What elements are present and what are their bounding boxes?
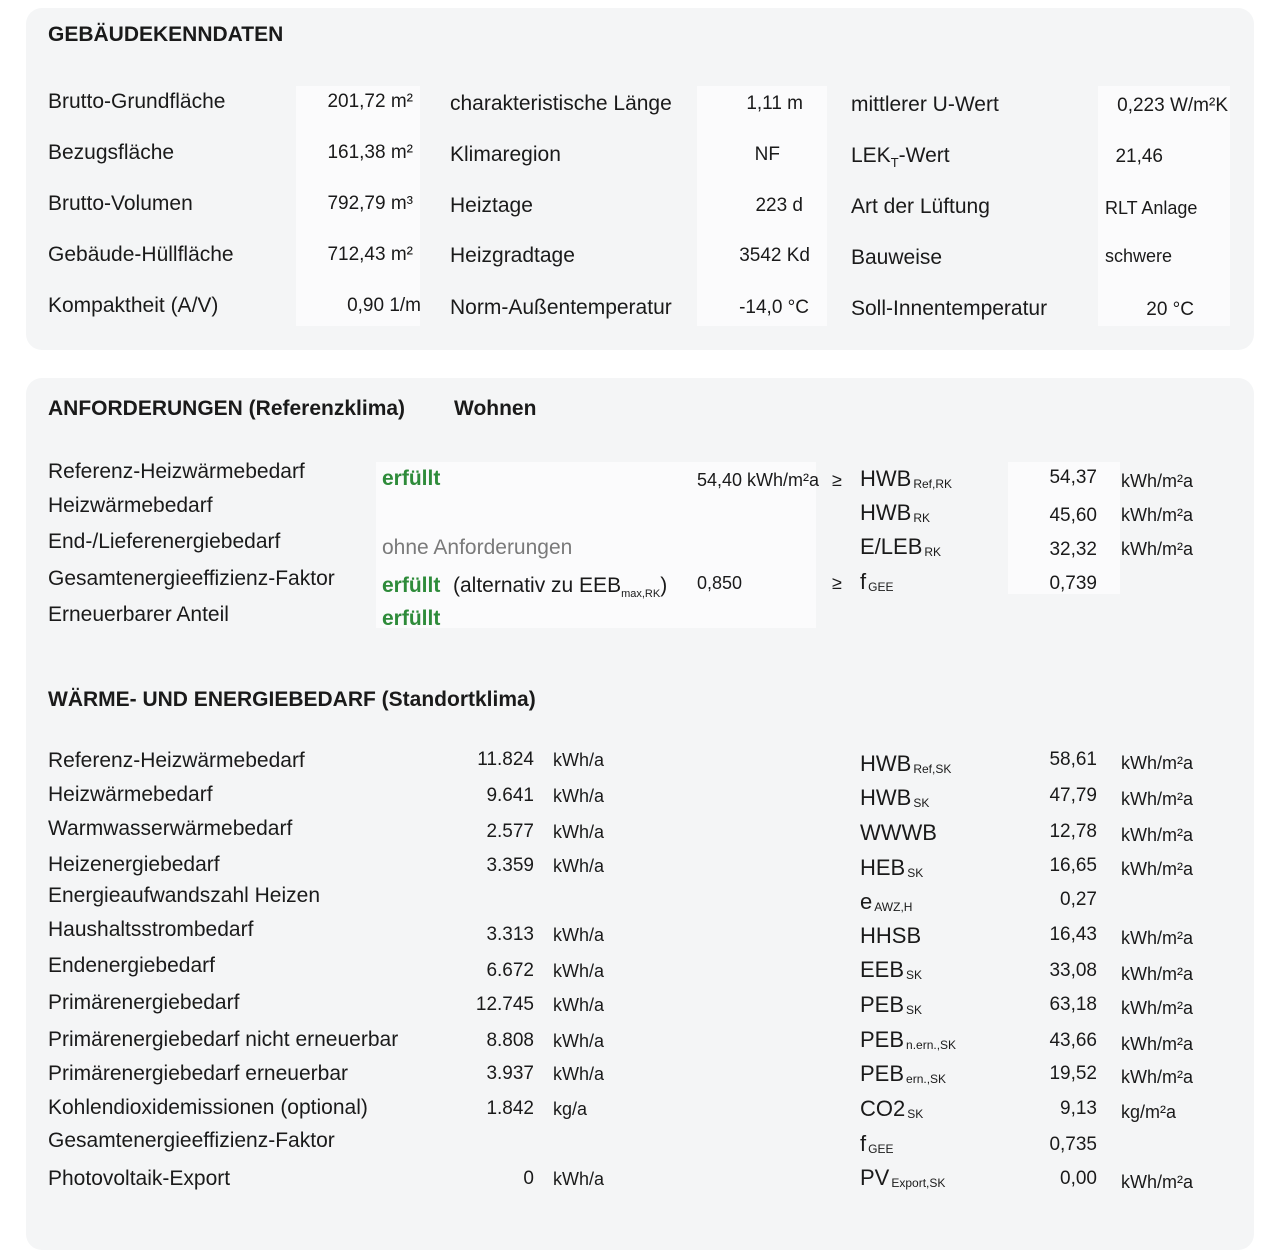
symbol: CO2 $_{SK}$ <box>860 1096 924 1121</box>
row-label: Brutto-Grundfläche <box>48 90 226 113</box>
specific-value: 9,13 <box>1060 1098 1097 1119</box>
symbol: WWWB <box>860 820 937 845</box>
row-value: 0,90 1/m <box>347 295 421 316</box>
annual-value: 0 <box>523 1168 534 1189</box>
row-label: Soll-Innentemperatur <box>851 297 1048 320</box>
specific-unit: kg/m²a <box>1121 1102 1177 1122</box>
specific-unit: kWh/m²a <box>1121 825 1193 845</box>
annual-unit: kWh/a <box>553 786 605 806</box>
row-value: 1,11 m <box>746 93 803 114</box>
specific-value: 19,52 <box>1049 1063 1097 1084</box>
annual-unit: kWh/a <box>553 1064 605 1084</box>
annual-unit: kWh/a <box>553 750 605 770</box>
row-value: 54,37 <box>1049 467 1097 488</box>
row-label: Primärenergiebedarf erneuerbar <box>48 1062 348 1085</box>
row-label: Gebäude-Hüllfläche <box>48 243 234 266</box>
requirement-value: 0,850 <box>697 573 743 593</box>
specific-unit: kWh/m²a <box>1121 789 1193 809</box>
symbol: PEB $_{SK}$ <box>860 992 923 1017</box>
row-label: Erneuerbarer Anteil <box>48 603 229 626</box>
row-unit: kWh/m²a <box>1121 539 1193 559</box>
row-value: 0,223 W/m²K <box>1117 95 1228 116</box>
symbol: HHSB <box>860 923 922 948</box>
specific-unit: kWh/m²a <box>1121 753 1193 773</box>
row-label: Referenz-Heizwärmebedarf <box>48 749 305 772</box>
row-label: Gesamtenergieeffizienz-Faktor <box>48 1129 335 1152</box>
symbol: PEB $_{ern.,SK}$ <box>860 1061 947 1086</box>
row-value: 161,38 m² <box>327 142 413 163</box>
specific-unit: kWh/m²a <box>1121 859 1193 879</box>
specific-unit: kWh/m²a <box>1121 1067 1193 1087</box>
specific-unit: kWh/m²a <box>1121 998 1193 1018</box>
specific-value: 0,00 <box>1060 1168 1097 1189</box>
row-unit: kWh/m²a <box>1121 505 1193 525</box>
annual-unit: kWh/a <box>553 925 605 945</box>
specific-value: 43,66 <box>1049 1030 1097 1051</box>
annual-unit: kWh/a <box>553 1169 605 1189</box>
row-label: Gesamtenergieeffizienz-Faktor <box>48 567 335 590</box>
annual-unit: kWh/a <box>553 822 605 842</box>
symbol: PV $_{Export,SK}$ <box>860 1165 946 1190</box>
row-label: End-/Lieferenergiebedarf <box>48 530 281 553</box>
specific-unit: kWh/m²a <box>1121 1034 1193 1054</box>
annual-value: 12.745 <box>475 994 534 1015</box>
symbol: f $_{GEE}$ <box>860 1131 894 1156</box>
row-value: 21,46 <box>1115 146 1163 167</box>
row-label: Heizwärmebedarf <box>48 494 213 517</box>
status-fulfilled: erfüllt <box>382 607 441 630</box>
row-value: 0,739 <box>1049 573 1097 594</box>
annual-value: 1.842 <box>486 1098 534 1119</box>
specific-value: 33,08 <box>1049 960 1097 981</box>
annual-value: 8.808 <box>486 1030 534 1051</box>
specific-value: 0,735 <box>1049 1134 1097 1155</box>
row-value: 20 °C <box>1146 299 1194 320</box>
row-label-lekt: $LEK_T$-Wert <box>851 144 950 171</box>
section-title-requirements: ANFORDERUNGEN (Referenzklima) <box>48 397 406 420</box>
row-value: 3542 Kd <box>739 245 810 266</box>
specific-unit: kWh/m²a <box>1121 1172 1193 1192</box>
comparison-sign: ≥ <box>832 470 842 490</box>
annual-value: 2.577 <box>486 821 534 842</box>
row-label: Haushaltsstrombedarf <box>48 918 254 941</box>
row-value: NF <box>754 144 780 165</box>
row-label: Photovoltaik-Export <box>48 1167 231 1190</box>
row-label: Primärenergiebedarf <box>48 991 240 1014</box>
section-title-building-data: GEBÄUDEKENNDATEN <box>48 23 284 46</box>
row-label: charakteristische Länge <box>450 92 672 115</box>
row-label: Brutto-Volumen <box>48 192 193 215</box>
annual-value: 6.672 <box>486 960 534 981</box>
annual-unit: kWh/a <box>553 961 605 981</box>
status-fulfilled: erfüllt <box>382 574 441 597</box>
annual-value: 3.359 <box>486 855 534 876</box>
row-value: 201,72 m² <box>327 91 413 112</box>
row-label: Norm-Außentemperatur <box>450 296 672 319</box>
row-unit: kWh/m²a <box>1121 471 1193 491</box>
annual-unit: kWh/a <box>553 1031 605 1051</box>
status-fulfilled: erfüllt <box>382 467 441 490</box>
row-label: Heizwärmebedarf <box>48 783 213 806</box>
specific-unit: kWh/m²a <box>1121 928 1193 948</box>
row-label: Bezugsfläche <box>48 141 175 164</box>
row-value: 712,43 m² <box>327 244 413 265</box>
row-label: Bauweise <box>851 246 943 269</box>
symbol: HWB $_{Ref,SK}$ <box>860 751 952 776</box>
row-label: Klimaregion <box>450 143 561 166</box>
annual-value: 9.641 <box>486 785 534 806</box>
symbol: HWB $_{SK}$ <box>860 785 930 810</box>
row-label: Kohlendioxidemissionen (optional) <box>48 1096 368 1119</box>
row-label: Primärenergiebedarf nicht erneuerbar <box>48 1028 399 1051</box>
symbol: E/LEB $_{RK}$ <box>860 534 942 559</box>
annual-value: 11.824 <box>477 749 534 770</box>
comparison-sign: ≥ <box>832 573 842 593</box>
row-label: Referenz-Heizwärmebedarf <box>48 460 305 483</box>
annual-unit: kg/a <box>553 1099 588 1119</box>
row-value: schwere <box>1105 246 1173 266</box>
annual-value: 3.937 <box>486 1063 534 1084</box>
row-value: 792,79 m³ <box>327 193 413 214</box>
symbol: EEB $_{SK}$ <box>860 957 923 982</box>
symbol: HEB $_{SK}$ <box>860 855 924 880</box>
row-value: 32,32 <box>1049 539 1097 560</box>
row-label: Art der Lüftung <box>851 195 990 218</box>
annual-value: 3.313 <box>486 924 534 945</box>
annual-unit: kWh/a <box>553 995 605 1015</box>
symbol: PEB $_{n.ern.,SK}$ <box>860 1027 957 1052</box>
symbol: f $_{GEE}$ <box>860 569 894 594</box>
specific-value: 63,18 <box>1049 994 1097 1015</box>
row-value: RLT Anlage <box>1105 198 1198 218</box>
requirement-value: 54,40 kWh/m²a <box>697 470 820 490</box>
specific-value: 47,79 <box>1049 785 1097 806</box>
specific-unit: kWh/m²a <box>1121 964 1193 984</box>
row-value: 223 d <box>755 195 803 216</box>
alternative-note: (alternativ zu $EEB_{max,RK}$) <box>453 574 668 601</box>
row-label: Warmwasserwärmebedarf <box>48 817 293 840</box>
specific-value: 58,61 <box>1049 749 1097 770</box>
row-value: -14,0 °C <box>739 297 809 318</box>
symbol: HWB $_{Ref,RK}$ <box>860 466 953 491</box>
row-label: Heiztage <box>450 194 533 217</box>
symbol: HWB $_{RK}$ <box>860 500 930 525</box>
row-label: Energieaufwandszahl Heizen <box>48 884 321 907</box>
row-label: mittlerer U-Wert <box>851 93 999 116</box>
row-label: Heizenergiebedarf <box>48 853 220 876</box>
specific-value: 16,65 <box>1049 855 1097 876</box>
specific-value: 16,43 <box>1049 924 1097 945</box>
symbol: e $_{AWZ,H}$ <box>860 889 913 914</box>
row-label: Heizgradtage <box>450 244 575 267</box>
specific-value: 0,27 <box>1060 889 1097 910</box>
row-label: Endenergiebedarf <box>48 954 215 977</box>
annual-unit: kWh/a <box>553 856 605 876</box>
section-title-energy-demand: WÄRME- UND ENERGIEBEDARF (Standortklima) <box>48 688 536 711</box>
row-label: Kompaktheit (A/V) <box>48 294 219 317</box>
specific-value: 12,78 <box>1049 821 1097 842</box>
row-value: 45,60 <box>1049 505 1097 526</box>
status-no-requirements: ohne Anforderungen <box>382 536 573 559</box>
usage-type: Wohnen <box>454 397 537 420</box>
